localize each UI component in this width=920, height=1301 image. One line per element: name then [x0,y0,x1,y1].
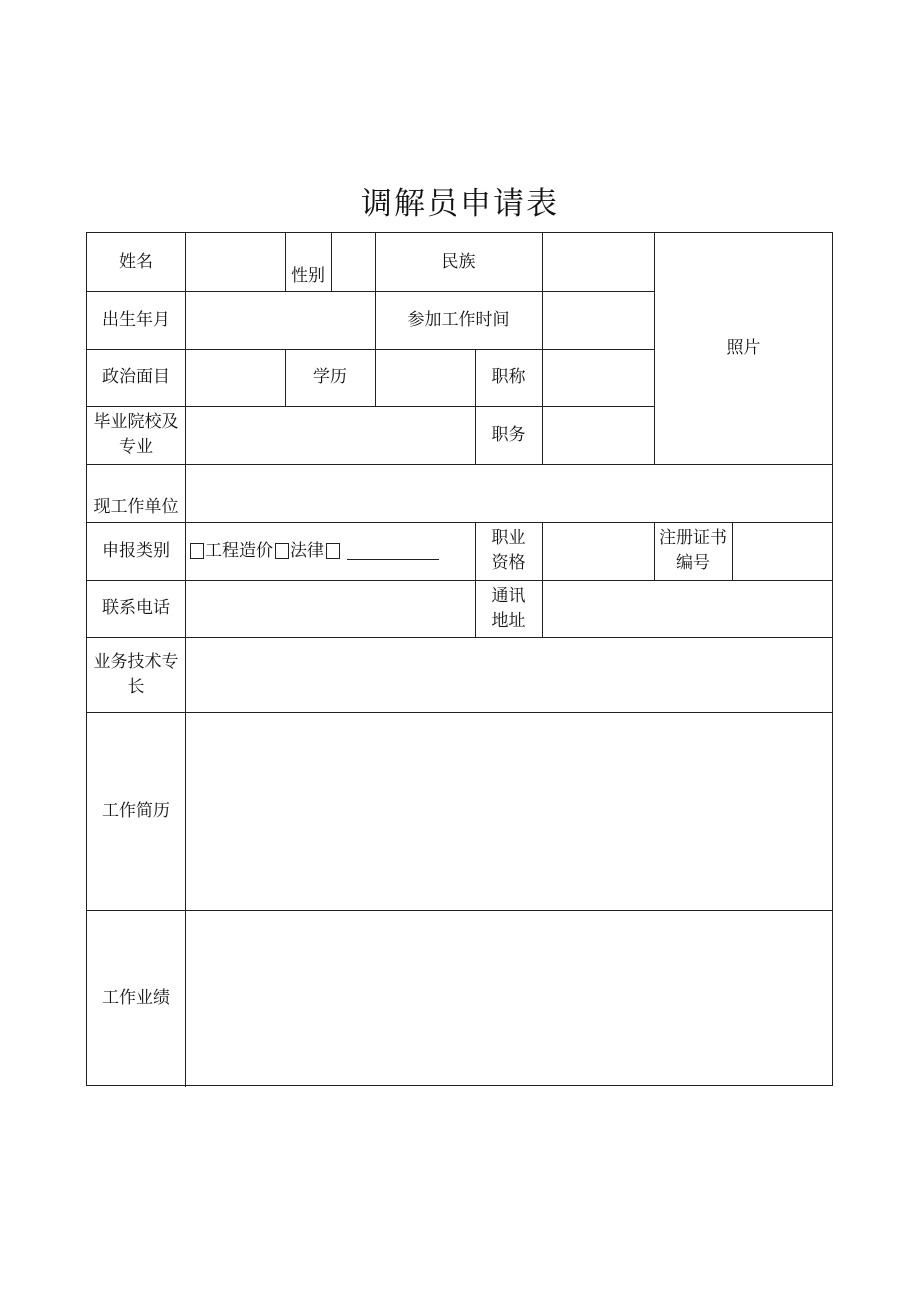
label-work-start: 参加工作时间 [407,309,510,330]
label-expertise: 业务技术专 长 [93,651,179,697]
label-political-status: 政治面目 [102,367,170,387]
label-current-employer: 现工作单位 [93,497,179,517]
checkbox-law[interactable] [275,543,289,559]
ethnicity-field[interactable] [543,234,654,291]
application-form-table [86,232,833,1086]
label-cert-no: 注册证书 编号 [659,528,727,573]
checkbox-cost-engineering[interactable] [190,543,204,559]
form-title: 调解员申请表 [361,186,559,222]
label-category: 申报类别 [102,540,170,561]
cert-no-field[interactable] [733,523,833,580]
label-birth: 出生年月 [102,309,170,330]
label-achievements: 工作业绩 [102,987,170,1008]
label-position: 职务 [491,424,526,445]
phone-field[interactable] [186,581,475,637]
label-address: 通讯 地址 [491,585,526,631]
label-qualification: 职业 资格 [491,528,526,573]
label-job-title: 职称 [491,367,526,387]
label-phone: 联系电话 [102,598,170,618]
current-employer-field[interactable] [186,465,833,522]
political-status-field[interactable] [186,350,285,406]
label-school-major: 毕业院校及 专业 [93,412,179,457]
position-field[interactable] [543,407,654,464]
other-category-blank[interactable] [347,543,439,560]
work-start-field[interactable] [543,292,654,349]
achievements-field[interactable] [186,911,833,1086]
photo-box[interactable] [654,233,833,464]
label-education: 学历 [313,367,347,387]
school-major-field[interactable] [186,407,475,464]
job-title-field[interactable] [543,350,654,406]
label-work-history: 工作简历 [102,800,170,821]
checkbox-other[interactable] [326,543,340,559]
label-ethnicity: 民族 [441,251,476,272]
education-field[interactable] [376,350,475,406]
address-field[interactable] [543,581,833,637]
label-gender: 性别 [291,266,325,286]
label-name: 姓名 [119,251,153,272]
work-history-field[interactable] [186,713,833,910]
category-options: 工程造价 法律 [186,522,475,580]
expertise-field[interactable] [186,638,833,712]
qualification-field[interactable] [543,523,654,580]
birth-field[interactable] [186,292,375,349]
label-photo: 照片 [726,338,761,358]
name-field[interactable] [186,234,285,291]
gender-field[interactable] [332,234,375,291]
